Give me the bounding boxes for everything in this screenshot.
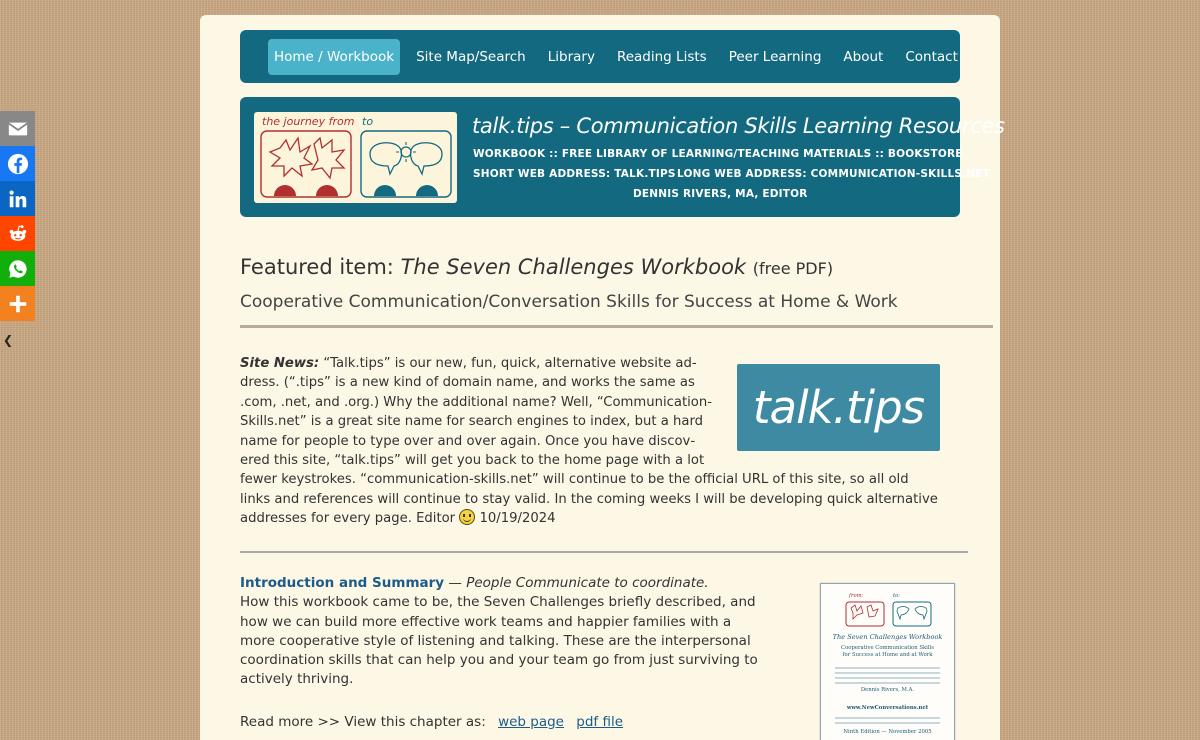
site-news bbox=[240, 354, 940, 529]
nav-peer-learning[interactable]: Peer Learning bbox=[728, 48, 822, 65]
featured-title bbox=[240, 255, 833, 279]
hide-share-chevron-icon[interactable]: ❮ bbox=[3, 333, 14, 347]
site-news-label: Site News: bbox=[240, 356, 320, 371]
cover-subtitle-2: for Success at Home and at Work bbox=[842, 652, 933, 658]
banner-long-address: LONG WEB ADDRESS: COMMUNICATION-SKILLS.NET bbox=[677, 168, 991, 180]
cooperation-speech-icon bbox=[360, 130, 452, 198]
banner-editor: DENNIS RIVERS, MA, EDITOR bbox=[633, 188, 808, 200]
share-email-button[interactable] bbox=[0, 111, 35, 146]
whatsapp-icon bbox=[7, 258, 29, 280]
intro-summary-link[interactable]: Introduction and Summary bbox=[240, 575, 445, 591]
share-sidebar bbox=[0, 111, 35, 321]
intro-tagline: People Communicate to coordinate. bbox=[466, 575, 709, 591]
read-more bbox=[240, 714, 623, 730]
nav-reading-lists[interactable]: Reading Lists bbox=[616, 48, 707, 65]
cover-text-lines bbox=[821, 664, 954, 687]
featured-suffix: (free PDF) bbox=[752, 259, 834, 278]
email-icon bbox=[7, 118, 29, 140]
page-container bbox=[200, 15, 1005, 740]
nav-contact[interactable]: Contact bbox=[905, 48, 958, 65]
logo-from-label: the journey from bbox=[262, 115, 355, 128]
site-banner[interactable] bbox=[240, 97, 1005, 217]
share-facebook-button[interactable] bbox=[0, 146, 35, 181]
share-linkedin-button[interactable] bbox=[0, 181, 35, 216]
cover-to-label: to: bbox=[893, 593, 901, 599]
logo-to-label: to bbox=[362, 115, 374, 128]
featured-workbook-title: The Seven Challenges Workbook bbox=[400, 255, 747, 279]
share-more-button[interactable] bbox=[0, 286, 35, 321]
share-whatsapp-button[interactable] bbox=[0, 251, 35, 286]
share-reddit-button[interactable] bbox=[0, 216, 35, 251]
featured-prefix: Featured item: bbox=[240, 255, 401, 279]
facebook-icon bbox=[7, 153, 29, 175]
nav-about[interactable]: About bbox=[843, 48, 884, 65]
site-news-body: “Talk.tips” is our new, fun, quick, alternative website address. (“.tips” is a new kind of domain name, and works the same as .com, .net, and .org.) Why the additional name? Well, “Communication-Skills.net” is a great site name for search engines to index, but a hard name for people to type over and over again. Once you have discovered this site, “talk.tips” will get you back to the home page with a lot fewer keystrokes. “communication-skills.net” will continue to be the official URL of this site, so all old links and references will continue to stay valid. In the coming weeks I will be developing quick alternative addresses for every page. Editor bbox=[240, 356, 938, 527]
banner-logo bbox=[254, 112, 457, 203]
conflict-speech-icon bbox=[260, 130, 352, 198]
main-nav bbox=[240, 30, 960, 83]
cover-from-label: from: bbox=[849, 593, 864, 599]
banner-title: talk.tips – Communication Skills Learning Resources bbox=[472, 114, 1005, 138]
cover-title: The Seven Challenges Workbook bbox=[832, 633, 943, 641]
reddit-icon bbox=[7, 223, 29, 245]
cover-text-lines bbox=[821, 714, 954, 727]
cover-author: Dennis Rivers, M.A. bbox=[860, 687, 915, 693]
nav-site-map-search[interactable]: Site Map/Search bbox=[416, 48, 526, 65]
workbook-cover-image[interactable] bbox=[820, 583, 955, 740]
banner-short-address: SHORT WEB ADDRESS: TALK.TIPS bbox=[473, 168, 676, 180]
web-page-link[interactable]: web page bbox=[498, 714, 564, 730]
featured-subtitle: Cooperative Communication/Conversation Skills for Success at Home & Work bbox=[240, 292, 898, 312]
pdf-file-link[interactable]: pdf file bbox=[576, 714, 624, 730]
banner-line-1: WORKBOOK :: FREE LIBRARY OF LEARNING/TEACHING MATERIALS :: BOOKSTORE bbox=[473, 148, 963, 160]
intro-section bbox=[240, 574, 760, 690]
cover-site: www.NewConversations.net bbox=[846, 705, 929, 711]
nav-library[interactable]: Library bbox=[547, 48, 595, 65]
talk-tips-logo: talk.tips bbox=[737, 364, 940, 451]
cover-edition: Ninth Edition — November 2005 bbox=[843, 729, 932, 735]
read-more-label: Read more >> View this chapter as: bbox=[240, 714, 486, 730]
divider bbox=[240, 551, 968, 553]
plus-icon bbox=[7, 293, 29, 315]
intro-body: How this workbook came to be, the Seven Challenges briefly described, and how we can build more effective work teams and happier families with a more cooperative style of listening and talking. These are the interpersonal coordination skills that can help you and your team go from just surviving to actively thriving. bbox=[240, 594, 758, 688]
site-news-date: 10/19/2024 bbox=[475, 511, 556, 527]
linkedin-icon bbox=[7, 188, 29, 210]
intro-dash: — bbox=[444, 575, 467, 591]
smiley-icon bbox=[459, 509, 475, 525]
divider bbox=[240, 325, 993, 328]
cover-speech-icon bbox=[845, 601, 935, 627]
nav-home-workbook[interactable]: Home / Workbook bbox=[268, 39, 400, 75]
cover-subtitle-1: Cooperative Communication Skills bbox=[841, 645, 934, 651]
